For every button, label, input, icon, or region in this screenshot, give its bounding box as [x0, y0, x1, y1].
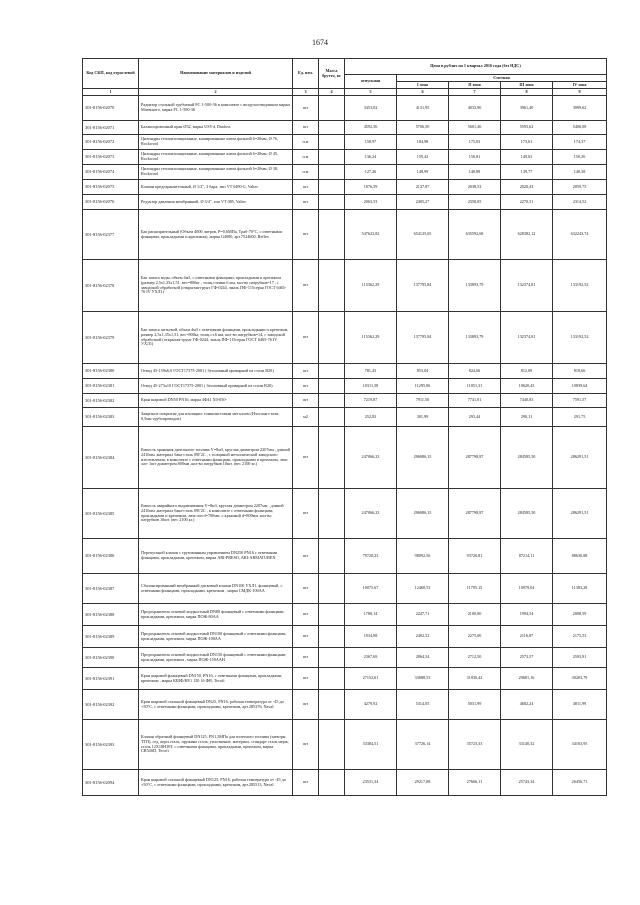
row-name: Отвод 45-273х10 ГОСТ17375-2001 ( бесшовный приварной из стали В20)	[139, 379, 293, 394]
row-price-release: 3453,02	[345, 96, 397, 121]
row-price-release: 1780,14	[345, 604, 397, 626]
row-unit: шт	[293, 574, 319, 604]
table-row	[83, 770, 607, 796]
row-price-zone-4: 291,75	[553, 408, 607, 427]
row-price-release: 33384,51	[345, 720, 397, 770]
row-price-release: 247066,23	[345, 489, 397, 539]
row-price-zone-1: 5706,50	[397, 121, 449, 135]
row-mass	[319, 668, 345, 690]
table-row	[83, 96, 607, 121]
row-name: Редуктор давления мембранный, Ø 3/4", тип VT 085, Valtec	[139, 195, 293, 210]
row-price-zone-3: 25743,34	[501, 770, 553, 796]
header-zone-3: III зона	[501, 82, 553, 89]
row-price-zone-1: 184,98	[397, 135, 449, 150]
row-price-zone-2: 27666,11	[449, 770, 501, 796]
row-price-zone-3: 10620,43	[501, 379, 553, 394]
row-price-zone-4: 4811,99	[553, 690, 607, 720]
row-mass	[319, 96, 345, 121]
row-price-zone-3: 812,09	[501, 364, 553, 379]
table-row	[83, 195, 607, 210]
row-mass	[319, 648, 345, 668]
row-price-zone-3: 2116,87	[501, 626, 553, 648]
row-price-release: 10075,67	[345, 574, 397, 604]
row-name: Цилиндры теплоизоляционные, кашированные алюм.фольгой δ=20мм, Ø 45, Rockwool	[139, 150, 293, 165]
row-price-zone-1: 33688,53	[397, 668, 449, 690]
table-row	[83, 165, 607, 180]
row-code: 301-8156-02377	[83, 210, 139, 260]
row-unit: шт	[293, 604, 319, 626]
header-code: Код СКП, код отраслевой	[83, 59, 139, 89]
row-price-zone-4: 7591,57	[553, 394, 607, 408]
row-price-zone-2: 2100,00	[449, 604, 501, 626]
column-number: 5	[345, 89, 397, 96]
row-price-zone-4: 133192,52	[553, 260, 607, 312]
row-price-zone-3: 5593,62	[501, 121, 553, 135]
row-price-zone-1: 7911,50	[397, 394, 449, 408]
row-name: Бак запаса питьевой, объем 4м3 с ответными фланцами, прокладками и крепежом, размер 2,5х1,35х1,51, вес=800кг, толщ.ст.6 мм, кол-во патрубков=14, с заводской обработкой (открытая-грунт ГФ-0244, эмаль ПФ-115серая ГОСТ 6465-76 IV УХЛ1)	[139, 312, 293, 364]
row-mass	[319, 489, 345, 539]
row-price-zone-1: 296086,15	[397, 427, 449, 489]
row-name: Кран шаровой DN50 PN16, марка 4Ф41 Х0-050-	[139, 394, 293, 408]
row-name: Сбалансированный мембранный дисковый клапан DN100 УХЛ1, фланцевый, с ответными фланцами, прокладками, крепежом , марка СМДК-100АА	[139, 574, 293, 604]
row-price-zone-4: 133192,52	[553, 312, 607, 364]
table-row	[83, 121, 607, 135]
header-name: Наименование материалов и изделий	[139, 59, 293, 89]
row-price-release: 2063,53	[345, 195, 397, 210]
row-unit: шт	[293, 720, 319, 770]
row-name: Радиатор стальной трубчатый РС 1-500-36 в комплекте с воздухоотводчиком марки Маевского, марка РС 1-500-36	[139, 96, 293, 121]
row-price-zone-2: 293,44	[449, 408, 501, 427]
table-row	[83, 720, 607, 770]
row-price-zone-3: 1994,54	[501, 604, 553, 626]
row-unit: шт	[293, 427, 319, 489]
row-price-release: 23531,34	[345, 770, 397, 796]
row-price-release: 27152,61	[345, 668, 397, 690]
row-mass	[319, 574, 345, 604]
column-number: 3	[293, 89, 319, 96]
row-price-release: 781,43	[345, 364, 397, 379]
row-price-zone-4: 174,37	[553, 135, 607, 150]
row-price-zone-2: 824,66	[449, 364, 501, 379]
row-code: 301-8156-02390	[83, 648, 139, 668]
row-price-zone-2: 635592,68	[449, 210, 501, 260]
row-price-zone-4: 2593,91	[553, 648, 607, 668]
row-price-zone-2: 175,03	[449, 135, 501, 150]
row-price-zone-3: 149,63	[501, 150, 553, 165]
row-price-zone-2: 4033,90	[449, 96, 501, 121]
header-zone-2: II зона	[449, 82, 501, 89]
table-row	[83, 210, 607, 260]
row-mass	[319, 210, 345, 260]
row-mass	[319, 364, 345, 379]
header-mass: Масса брутто, кг	[319, 59, 345, 89]
row-price-zone-2: 133893,79	[449, 312, 501, 364]
row-price-zone-1: 11295,06	[397, 379, 449, 394]
row-price-zone-3: 290,11	[501, 408, 553, 427]
row-code: 301-8156-02389	[83, 626, 139, 648]
row-price-zone-2: 35723,33	[449, 720, 501, 770]
row-price-zone-4: 11383,28	[553, 574, 607, 604]
row-name: Емкость аварийного выдавливания V=8м3, круглая диаметром 2207мм , длиной 2410мм ,материал бака-сталь 09Г2С , в комплекте с ответными фланцами, прокладками и крепежом, люк-лаз d=700мм ,с крышкой d=800мм ,кол-во патрубков 10шт. (вес 2100 кг.)	[139, 489, 293, 539]
price-table	[82, 58, 607, 796]
row-mass	[319, 150, 345, 165]
row-mass	[319, 312, 345, 364]
row-price-release: 79720,23	[345, 539, 397, 574]
row-price-zone-3: 173,61	[501, 135, 553, 150]
row-unit: п.м	[293, 165, 319, 180]
row-unit: м2	[293, 408, 319, 427]
row-mass	[319, 690, 345, 720]
row-price-zone-2: 150,81	[449, 150, 501, 165]
row-price-zone-1: 137795,84	[397, 260, 449, 312]
table-row	[83, 626, 607, 648]
row-code: 301-8156-02071	[83, 121, 139, 135]
row-unit: шт	[293, 195, 319, 210]
row-price-zone-4: 2008,59	[553, 604, 607, 626]
row-code: 301-8156-02385	[83, 489, 139, 539]
row-code: 301-8156-02388	[83, 604, 139, 626]
row-code: 301-8156-02386	[83, 539, 139, 574]
table-row	[83, 364, 607, 379]
row-price-zone-3: 284585,50	[501, 489, 553, 539]
row-price-zone-2: 2712,50	[449, 648, 501, 668]
row-price-zone-3: 132374,81	[501, 260, 553, 312]
row-price-zone-2: 287798,87	[449, 489, 501, 539]
row-price-zone-2: 287798,87	[449, 427, 501, 489]
row-price-zone-4: 26456,71	[553, 770, 607, 796]
row-mass	[319, 394, 345, 408]
row-price-release: 127,26	[345, 165, 397, 180]
row-name: Предохранитель огневой жидкостный DN100 фланцевый с ответными фланцами, прокладками, крепежом, марка ПОЖ-100АА	[139, 626, 293, 648]
row-unit: шт	[293, 690, 319, 720]
row-code: 301-8156-02073	[83, 150, 139, 165]
row-price-release: 1876,59	[345, 180, 397, 195]
row-price-zone-4: 818,66	[553, 364, 607, 379]
row-price-zone-3: 2573,57	[501, 648, 553, 668]
row-mass	[319, 408, 345, 427]
table-row	[83, 427, 607, 489]
row-price-release: 158,97	[345, 135, 397, 150]
row-mass	[319, 604, 345, 626]
row-unit: шт	[293, 364, 319, 379]
column-number: 8	[501, 89, 553, 96]
row-price-zone-3: 3961,40	[501, 96, 553, 121]
row-price-zone-4: 140,38	[553, 165, 607, 180]
row-code: 301-8156-02380	[83, 364, 139, 379]
row-unit: шт	[293, 770, 319, 796]
row-price-zone-1: 12460,53	[397, 574, 449, 604]
row-mass	[319, 180, 345, 195]
row-price-zone-1: 148,99	[397, 165, 449, 180]
row-price-zone-4: 30203,79	[553, 668, 607, 690]
row-unit: шт	[293, 96, 319, 121]
row-price-zone-4: 286291,51	[553, 427, 607, 489]
table-row	[83, 312, 607, 364]
row-price-zone-2: 31930,42	[449, 668, 501, 690]
row-code: 301-8156-02076	[83, 195, 139, 210]
row-price-zone-1: 296086,15	[397, 489, 449, 539]
row-price-zone-1: 4131,95	[397, 96, 449, 121]
row-name: Предохранитель огневой жидкостный DN80 фланцевый с ответными фланцами, прокладками, крепежом, марка ПОЖ-80АА	[139, 604, 293, 626]
row-mass	[319, 121, 345, 135]
row-price-zone-2: 133893,79	[449, 260, 501, 312]
row-price-zone-2: 5031,99	[449, 690, 501, 720]
row-code: 301-8156-02393	[83, 720, 139, 770]
row-price-zone-2: 5601,46	[449, 121, 501, 135]
row-price-zone-2: 140,89	[449, 165, 501, 180]
row-name: Бак запаса воды, объем 4м3, с ответными фланцами, прокладками и крепежом (размер 2,5х1,35х1,51, вес=800кг , толщ.стенки 6 мм, кол-во патрубков=17 , с заводской обработкой (открытая-грунт ГФ-0244, эмаль ПФ-115серая ГОСТ 6465-76 IV УХЛ1)	[139, 260, 293, 312]
row-price-zone-1: 654125,65	[397, 210, 449, 260]
row-price-zone-3: 132374,81	[501, 312, 553, 364]
row-name: Цилиндры теплоизоляционные, кашированные алюм.фольгой δ=20мм, Ø 38, Rockwool	[139, 165, 293, 180]
row-code: 301-8156-02381	[83, 379, 139, 394]
row-price-zone-4: 10839,64	[553, 379, 607, 394]
row-price-zone-3: 7440,83	[501, 394, 553, 408]
row-price-zone-2: 2275,00	[449, 626, 501, 648]
row-name: Цилиндры теплоизоляционные, кашированные алюм.фольгой δ=20мм, Ø 76, Rockwool	[139, 135, 293, 150]
row-price-zone-3: 29681,16	[501, 668, 553, 690]
column-number: 9	[553, 89, 607, 96]
table-row	[83, 379, 607, 394]
row-unit: шт	[293, 489, 319, 539]
row-price-release: 7219,87	[345, 394, 397, 408]
row-unit: шт	[293, 210, 319, 260]
row-name: Клапан предохранительный, Ø 1/2", 3 бара, тип VT 0490 G, Valtec	[139, 180, 293, 195]
row-price-zone-1: 853,04	[397, 364, 449, 379]
header-price-group: Цена в рублях на 1 квартал 2016 года (без НДС)	[345, 59, 607, 75]
row-price-zone-2: 11795,15	[449, 574, 501, 604]
row-name: Кран шаровой фланцевый DN150, PN16, с ответными фланцами, прокладками, крепежом , марка КШФ/КЕ1 150 16 ФВ, Tecofi	[139, 668, 293, 690]
column-number: 7	[449, 89, 501, 96]
table-body	[83, 96, 607, 796]
row-price-zone-2: 2038,52	[449, 180, 501, 195]
row-mass	[319, 626, 345, 648]
row-price-zone-4: 3999,62	[553, 96, 607, 121]
row-name: Предохранитель огневой жидкостный DN150 фланцевый с ответными фланцами, прокладками, крепежом , марка ПОЖ-150ААН	[139, 648, 293, 668]
row-code: 301-8156-02384	[83, 427, 139, 489]
row-unit: шт	[293, 379, 319, 394]
row-price-zone-1: 98092,56	[397, 539, 449, 574]
table-row	[83, 150, 607, 165]
row-price-release: 115362,29	[345, 260, 397, 312]
row-price-zone-3: 628382,12	[501, 210, 553, 260]
row-mass	[319, 720, 345, 770]
row-price-zone-1: 2405,27	[397, 195, 449, 210]
row-code: 301-8156-02387	[83, 574, 139, 604]
table-row	[83, 539, 607, 574]
row-unit: шт	[293, 539, 319, 574]
column-number: 6	[397, 89, 449, 96]
row-code: 301-8156-02070	[83, 96, 139, 121]
row-code: 301-8156-02391	[83, 668, 139, 690]
row-price-zone-1: 137795,84	[397, 312, 449, 364]
row-price-zone-4: 88630,88	[553, 539, 607, 574]
row-price-zone-4: 2175,53	[553, 626, 607, 648]
row-unit: шт	[293, 626, 319, 648]
row-price-zone-4: 2059,75	[553, 180, 607, 195]
row-mass	[319, 427, 345, 489]
row-code: 301-8156-02074	[83, 165, 139, 180]
table-row	[83, 408, 607, 427]
row-unit: п.м	[293, 150, 319, 165]
row-code: 301-8156-02392	[83, 690, 139, 720]
row-name: Кран шаровой стальной фланцевый DN25, PN16, рабочая температура от -45 до +50°С, с ответными фланцами, прокладками, крепежом, арт.285376, Naval	[139, 690, 293, 720]
row-unit: шт	[293, 260, 319, 312]
column-number: 2	[139, 89, 293, 96]
table-row	[83, 180, 607, 195]
row-price-zone-3: 4682,24	[501, 690, 553, 720]
column-number: 4	[319, 89, 345, 96]
header-unit: Ед. изм.	[293, 59, 319, 89]
table-row	[83, 260, 607, 312]
row-price-zone-4: 150,26	[553, 150, 607, 165]
row-code: 301-8156-02382	[83, 394, 139, 408]
column-numbers-row	[83, 89, 607, 96]
row-mass	[319, 379, 345, 394]
row-code: 301-8156-02378	[83, 260, 139, 312]
row-code: 301-8156-02075	[83, 180, 139, 195]
row-unit: п.м	[293, 135, 319, 150]
row-price-release: 247066,23	[345, 427, 397, 489]
row-price-zone-1: 2137,87	[397, 180, 449, 195]
row-mass	[319, 165, 345, 180]
table-row	[83, 574, 607, 604]
row-code: 301-8156-02379	[83, 312, 139, 364]
row-price-zone-1: 301,99	[397, 408, 449, 427]
header-estimate: Сметная	[397, 75, 607, 82]
row-price-zone-1: 2402,52	[397, 626, 449, 648]
row-name: Клапан обратный фланцевый DN125, PN1,5МПа для взлетного топлива (затворы ТГП), сед. корп.сталь, пружина сталь, уплотнение, материал, стандарт сталь нерж, сталь 12Х18Н10Т, с ответными фланцами, прокладками, крепежом, марка CB54SD, Tecofi	[139, 720, 293, 770]
row-price-release: 2367,69	[345, 648, 397, 668]
row-unit: шт	[293, 312, 319, 364]
row-price-release: 4279,92	[345, 690, 397, 720]
row-price-zone-3: 87214,11	[501, 539, 553, 574]
row-unit: шт	[293, 180, 319, 195]
header-zone-1: I зона	[397, 82, 449, 89]
row-unit: шт	[293, 668, 319, 690]
row-name: Емкость хранения дизельного топлива V=8м3, круглая диаметром 2207мм , длиной 2410мм ,материал бака-сталь 09Г2С , с толщиной металлической заводского изготовления, в комплекте с ответными фланцами, прокладками и крепежом, люк-лаз- 1шт диаметром 800мм ,кол-во патрубков 10шт. (вес 2100 кг.)	[139, 427, 293, 489]
row-mass	[319, 135, 345, 150]
row-price-zone-1: 37726,14	[397, 720, 449, 770]
table-row	[83, 489, 607, 539]
page-number: 1674	[312, 38, 328, 47]
row-code: 301-8156-02072	[83, 135, 139, 150]
row-price-zone-3: 284585,50	[501, 427, 553, 489]
row-price-zone-4: 34163,95	[553, 720, 607, 770]
row-price-zone-1: 2247,71	[397, 604, 449, 626]
header-zone-4: IV зона	[553, 82, 607, 89]
row-price-zone-4: 5406,08	[553, 121, 607, 135]
table-row	[83, 690, 607, 720]
row-price-zone-1: 2864,54	[397, 648, 449, 668]
row-code: 301-8156-02094	[83, 770, 139, 796]
row-unit: шт	[293, 648, 319, 668]
row-unit: шт	[293, 121, 319, 135]
row-price-zone-2: 2358,05	[449, 195, 501, 210]
row-price-zone-3: 10979,04	[501, 574, 553, 604]
row-price-release: 136,24	[345, 150, 397, 165]
table-row	[83, 648, 607, 668]
table-row	[83, 668, 607, 690]
row-price-zone-2: 93726,81	[449, 539, 501, 574]
row-price-zone-2: 11051,31	[449, 379, 501, 394]
table-row	[83, 135, 607, 150]
row-price-release: 4592,36	[345, 121, 397, 135]
row-name: Отвод 45-159х6,0 ГОСТ17375-2001 ( бесшовный приварной из стали В20)	[139, 364, 293, 379]
row-price-release: 115362,29	[345, 312, 397, 364]
row-name: Кран шаровой стальной фланцевый DN125, PN16, рабочая температура от -45 до +50°С, с ответными фланцами, прокладками, крепежом, арт.285513, Naval	[139, 770, 293, 796]
row-mass	[319, 770, 345, 796]
table-row	[83, 604, 607, 626]
row-price-zone-3: 2020,43	[501, 180, 553, 195]
row-price-zone-4: 632243,74	[553, 210, 607, 260]
header-release: отпускная	[345, 75, 397, 89]
row-mass	[319, 260, 345, 312]
row-name: Защитное покрытие для изоляции: тонколистовым металлом (Изоспан-стали, 0,5мм трубопроводов)	[139, 408, 293, 427]
row-price-zone-3: 2270,31	[501, 195, 553, 210]
row-mass	[319, 539, 345, 574]
row-price-zone-1: 29217,08	[397, 770, 449, 796]
row-price-release: 1934,98	[345, 626, 397, 648]
table-row	[83, 394, 607, 408]
row-mass	[319, 195, 345, 210]
row-price-zone-1: 5314,05	[397, 690, 449, 720]
row-price-zone-3: 139,77	[501, 165, 553, 180]
row-name: Перепускной клапан с грузовинным управлением DN250 PN16 с ответными фланцами, прокладками, крепежом, марка ARI-PRESO, ARI-ARMATUREN	[139, 539, 293, 574]
row-name: Балансировочный кран Ø32, марка USVd, Danfoss	[139, 121, 293, 135]
row-price-zone-2: 7741,01	[449, 394, 501, 408]
row-price-release: 252,83	[345, 408, 397, 427]
row-price-zone-4: 286291,51	[553, 489, 607, 539]
row-code: 301-8156-02383	[83, 408, 139, 427]
row-price-zone-1: 159,43	[397, 150, 449, 165]
row-unit: шт	[293, 394, 319, 408]
row-price-zone-3: 33140,32	[501, 720, 553, 770]
row-price-zone-4: 2314,52	[553, 195, 607, 210]
row-name: Бак расширительный (Объем 4000 литров, P=0,6МПа, Tраб-70°С, с ответными фланцами, прокладками и крепежом), марка G4000, арт.7524600, Reflex	[139, 210, 293, 260]
column-number: 1	[83, 89, 139, 96]
row-price-release: 10311,58	[345, 379, 397, 394]
row-price-release: 547623,82	[345, 210, 397, 260]
